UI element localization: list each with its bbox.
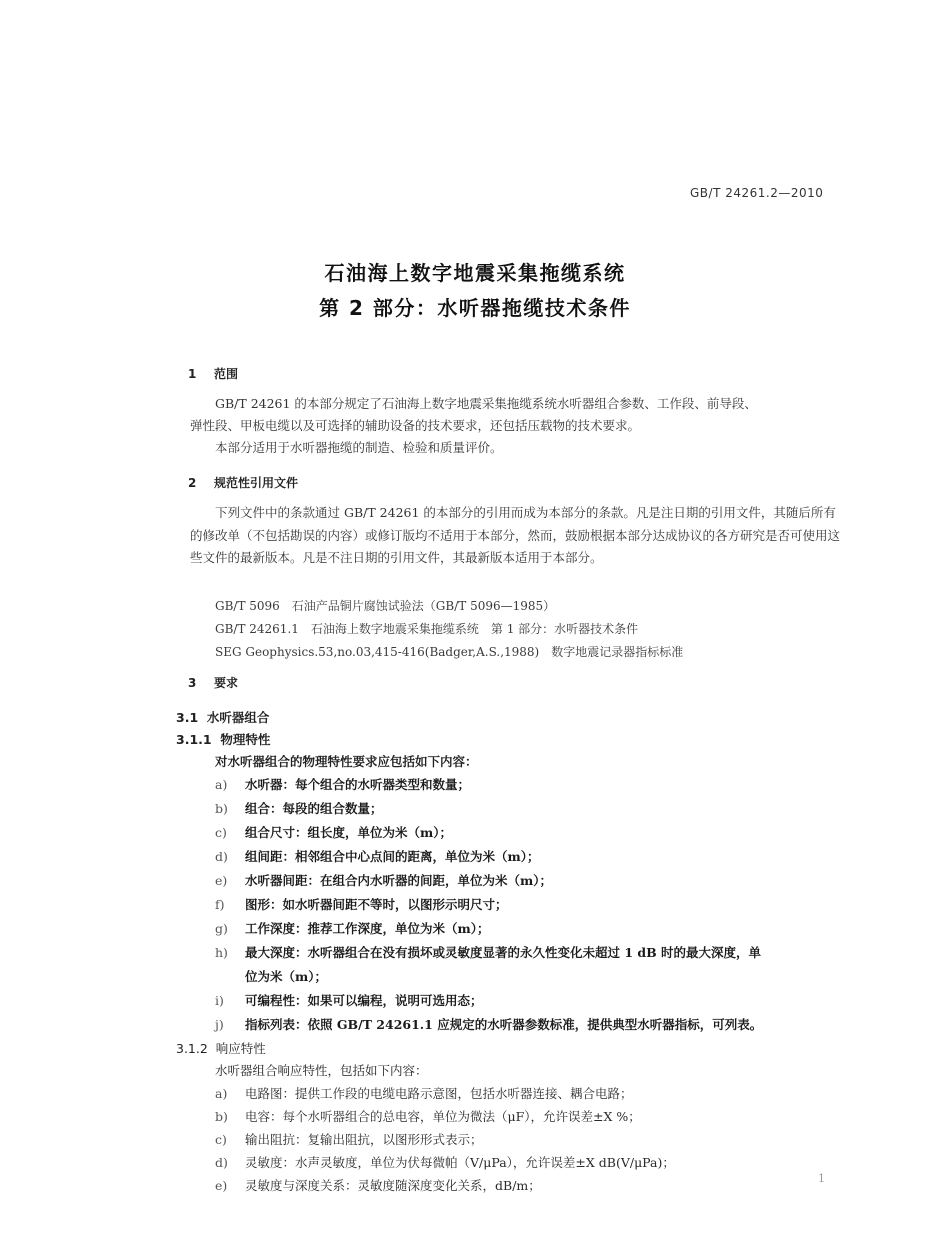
section-heading-scope: [188, 365, 238, 382]
list-item-text: 位为米（m）；: [245, 969, 327, 984]
list-item-text: 组间距：相邻组合中心点间的距离，单位为米（m）；: [245, 849, 540, 864]
list-item: [215, 919, 489, 937]
list-item-label: a): [215, 777, 228, 792]
section-number: 1: [188, 367, 197, 381]
list-item-label: e): [215, 1178, 228, 1193]
reference-item: SEG Geophysics.53,no.03,415-416(Badger,A.S.,1988) 数字地震记录器指标标准: [215, 645, 684, 659]
list-item-text: 最大深度：水听器组合在没有损坏或灵敏度显著的永久性变化未超过 1 dB 时的最大深度，单: [245, 945, 762, 960]
reference-item: GB/T 24261.1 石油海上数字地震采集拖缆系统 第 1 部分：水听器技术条件: [215, 622, 639, 636]
section-title: 要求: [214, 676, 239, 690]
list-item-label: d): [215, 1155, 228, 1170]
list-item-label: b): [215, 801, 228, 816]
list-item-label: b): [215, 1109, 228, 1124]
standard-number: GB/T 24261.2—2010: [690, 186, 824, 200]
paragraph: 下列文件中的条款通过 GB/T 24261 的本部分的引用而成为本部分的条款。凡是注日期的引用文件，其随后所有的修改单（不包括勘误的内容）或修订版均不适用于本部分，然而，鼓励根据本部分达成协议的各方研究是否可使用这些文件的最新版本。凡是不注日期的引用文件，其最新版本适用于本部分。: [190, 505, 841, 565]
list-item: [215, 799, 383, 817]
subsection-heading-3-1: [176, 708, 269, 726]
list-item-text: 电路图：提供工作段的电缆电路示意图，包括水听器连接、耦合电路；: [245, 1086, 633, 1101]
list-item: [215, 1107, 641, 1125]
list-item-label: d): [215, 849, 228, 864]
subsection-number: 3.1: [176, 710, 199, 725]
list-item-label: e): [215, 873, 228, 888]
list-item: [215, 775, 470, 793]
section-number: 3: [188, 676, 197, 690]
list-item-text: 指标列表：依照 GB/T 24261.1 应规定的水听器参数标准，提供典型水听器指标，可列表。: [245, 1017, 763, 1032]
section-heading-normative-references: [188, 474, 298, 491]
reference-item: GB/T 5096 石油产品铜片腐蚀试验法（GB/T 5096—1985）: [215, 599, 556, 613]
subsection-number: 3.1.2: [176, 1041, 208, 1056]
list-item: [215, 871, 552, 889]
list-item-label: g): [215, 921, 228, 936]
list-item: [215, 847, 539, 865]
subsection-title: 水听器组合: [206, 710, 270, 725]
paragraph: 本部分适用于水听器拖缆的制造、检验和质量评价。: [215, 440, 503, 455]
list-item-text: 组合：每段的组合数量；: [245, 801, 383, 816]
list-intro: 水听器组合响应特性，包括如下内容：: [215, 1063, 428, 1078]
list-item-text: 水听器间距：在组合内水听器的间距，单位为米（m）；: [245, 873, 552, 888]
list-item: [215, 1176, 541, 1194]
page-number: 1: [818, 1172, 825, 1185]
subsection-title: 响应特性: [215, 1041, 266, 1056]
list-item-text: 可编程性：如果可以编程，说明可选用态；: [245, 993, 483, 1008]
list-item-text: 灵敏度与深度关系：灵敏度随深度变化关系，dB/m；: [245, 1178, 541, 1193]
subsection-title: 物理特性: [220, 732, 271, 747]
list-item-text: 水听器：每个组合的水听器类型和数量；: [245, 777, 471, 792]
subsection-heading-3-1-2: [176, 1039, 266, 1057]
list-item-text: 灵敏度：水声灵敏度，单位为伏每微帕（V/μPa），允许误差±X dB(V/μPa)；: [245, 1155, 675, 1170]
section-heading-requirements: [188, 674, 238, 691]
list-item: [215, 1130, 483, 1148]
document-title: 石油海上数字地震采集拖缆系统: [324, 261, 626, 285]
subsection-heading-3-1-1: [176, 730, 270, 748]
section-title: 规范性引用文件: [214, 476, 299, 490]
list-item-label: c): [215, 1132, 227, 1147]
list-item-label: a): [215, 1086, 228, 1101]
list-item-text: 工作深度：推荐工作深度，单位为米（m）；: [245, 921, 490, 936]
list-item: [215, 1015, 762, 1033]
list-item-label: i): [215, 993, 224, 1008]
list-item-text: 图形：如水听器间距不等时，以图形示明尺寸；: [245, 897, 508, 912]
section-title: 范围: [214, 367, 239, 381]
paragraph-continuation: 弹性段、甲板电缆以及可选择的辅助设备的技术要求，还包括压载物的技术要求。: [190, 418, 641, 433]
list-item: [215, 943, 761, 961]
list-item-label: j): [215, 1017, 224, 1032]
paragraph: GB/T 24261 的本部分规定了石油海上数字地震采集拖缆系统水听器组合参数、工作段、前导段、: [215, 396, 757, 411]
list-item-label: f): [215, 897, 225, 912]
list-intro: 对水听器组合的物理特性要求应包括如下内容：: [215, 754, 478, 769]
list-item: [215, 823, 452, 841]
list-item: [215, 1084, 633, 1102]
section-number: 2: [188, 476, 197, 490]
list-item-label: h): [215, 945, 228, 960]
list-item-continuation: [215, 967, 327, 985]
list-item-text: 电容：每个水听器组合的总电容，单位为微法（μF），允许误差±X %；: [245, 1109, 641, 1124]
list-item-label: c): [215, 825, 227, 840]
list-item: [215, 895, 508, 913]
list-item: [215, 1153, 675, 1171]
list-item-text: 组合尺寸：组长度，单位为米（m）；: [245, 825, 452, 840]
document-subtitle: 第 2 部分：水听器拖缆技术条件: [319, 296, 631, 320]
list-item: [215, 991, 483, 1009]
list-item-text: 输出阻抗：复输出阻抗，以图形形式表示；: [245, 1132, 483, 1147]
subsection-number: 3.1.1: [176, 732, 212, 747]
